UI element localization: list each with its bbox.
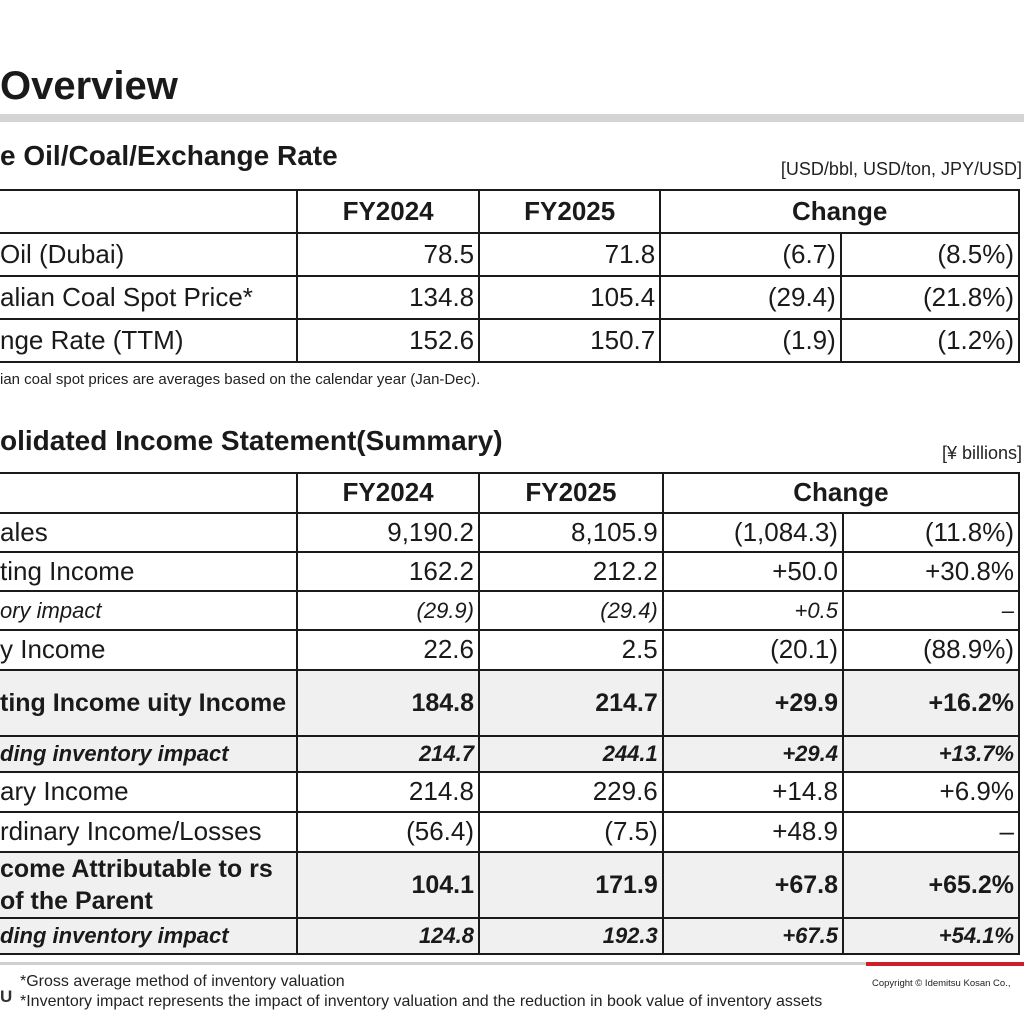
cell-change: (6.7) [660,233,841,276]
cell-fy2025: 8,105.9 [479,513,663,552]
cell-change-pct: (88.9%) [843,630,1019,670]
header-fy2024: FY2024 [297,473,479,513]
header-fy2025: FY2025 [479,190,660,233]
row-label: ting Income [0,552,297,591]
table-row [0,276,1019,319]
cell-fy2025: 212.2 [479,552,663,591]
cell-fy2025: 105.4 [479,276,660,319]
footnote-inventory-impact: *Inventory impact represents the impact of inventory valuation and the reduction in book value of inventory assets [20,993,823,1010]
cell-change-pct: (8.5%) [841,233,1019,276]
cell-fy2025: 214.7 [479,670,663,736]
income-table [0,472,1020,955]
table-row [0,852,1019,918]
row-label: ary Income [0,772,297,812]
cell-fy2025: 244.1 [479,736,663,772]
section-title-prices: e Oil/Coal/Exchange Rate [0,140,338,171]
cell-change-pct: +13.7% [843,736,1019,772]
header-blank [0,190,297,233]
cell-fy2025: 2.5 [479,630,663,670]
table-row [0,552,1019,591]
row-label: Oil (Dubai) [0,233,297,276]
cell-fy2024: 9,190.2 [297,513,479,552]
table-row [0,630,1019,670]
row-label: ales [0,513,297,552]
cell-change: (1,084.3) [663,513,843,552]
section-title-income: olidated Income Statement(Summary) [0,425,503,456]
table-row [0,736,1019,772]
cell-change: +29.9 [663,670,843,736]
table-row [0,670,1019,736]
header-change: Change [660,190,1019,233]
logo-fragment: U [0,987,13,1006]
cell-change-pct: – [843,812,1019,852]
cell-change-pct: +65.2% [843,852,1019,918]
cell-change: (29.4) [660,276,841,319]
cell-change-pct: +16.2% [843,670,1019,736]
table-header-row [0,473,1019,513]
footnote-valuation: *Gross average method of inventory valuation [20,973,345,990]
cell-change: (1.9) [660,319,841,362]
cell-fy2024: 134.8 [297,276,479,319]
row-label: nge Rate (TTM) [0,319,297,362]
table-row [0,812,1019,852]
table-header-row [0,190,1019,233]
cell-fy2024: 152.6 [297,319,479,362]
cell-change: +67.8 [663,852,843,918]
cell-change: +67.5 [663,918,843,954]
cell-change: (20.1) [663,630,843,670]
page-title: Overview [0,64,178,108]
table-row [0,918,1019,954]
row-label: ting Income uity Income [0,670,297,736]
cell-fy2025: 71.8 [479,233,660,276]
cell-fy2025: (7.5) [479,812,663,852]
table-row [0,319,1019,362]
cell-change-pct: +54.1% [843,918,1019,954]
table-row [0,513,1019,552]
row-label: come Attributable to rs of the Parent [0,852,297,918]
cell-fy2024: 124.8 [297,918,479,954]
cell-fy2024: (29.9) [297,591,479,630]
cell-change-pct: (1.2%) [841,319,1019,362]
unit-label-prices: [USD/bbl, USD/ton, JPY/USD] [780,159,1022,179]
header-blank [0,473,297,513]
cell-fy2025: (29.4) [479,591,663,630]
cell-fy2024: 104.1 [297,852,479,918]
table-row [0,772,1019,812]
cell-fy2024: (56.4) [297,812,479,852]
cell-fy2024: 78.5 [297,233,479,276]
header-change: Change [663,473,1019,513]
cell-change: +0.5 [663,591,843,630]
prices-note: ian coal spot prices are averages based on the calendar year (Jan-Dec). [0,371,481,388]
copyright-text: Copyright © Idemitsu Kosan Co., [872,978,1011,989]
cell-change: +29.4 [663,736,843,772]
brand-accent-bar [866,962,1024,966]
cell-fy2025: 192.3 [479,918,663,954]
table-row [0,591,1019,630]
prices-table [0,189,1020,363]
cell-change-pct: +30.8% [843,552,1019,591]
cell-fy2024: 214.7 [297,736,479,772]
cell-change-pct: (11.8%) [843,513,1019,552]
cell-change: +14.8 [663,772,843,812]
row-label: y Income [0,630,297,670]
header-fy2024: FY2024 [297,190,479,233]
cell-fy2025: 229.6 [479,772,663,812]
row-label: alian Coal Spot Price* [0,276,297,319]
unit-label-income: [¥ billions] [941,443,1022,463]
cell-change-pct: (21.8%) [841,276,1019,319]
row-label: rdinary Income/Losses [0,812,297,852]
row-label: ding inventory impact [0,736,297,772]
cell-change-pct: +6.9% [843,772,1019,812]
cell-fy2024: 162.2 [297,552,479,591]
cell-change: +48.9 [663,812,843,852]
cell-fy2024: 184.8 [297,670,479,736]
cell-fy2024: 214.8 [297,772,479,812]
row-label: ory impact [0,591,297,630]
cell-fy2025: 171.9 [479,852,663,918]
cell-change-pct: – [843,591,1019,630]
title-divider [0,114,1024,122]
cell-fy2025: 150.7 [479,319,660,362]
header-fy2025: FY2025 [479,473,663,513]
cell-fy2024: 22.6 [297,630,479,670]
table-row [0,233,1019,276]
cell-change: +50.0 [663,552,843,591]
row-label: ding inventory impact [0,918,297,954]
